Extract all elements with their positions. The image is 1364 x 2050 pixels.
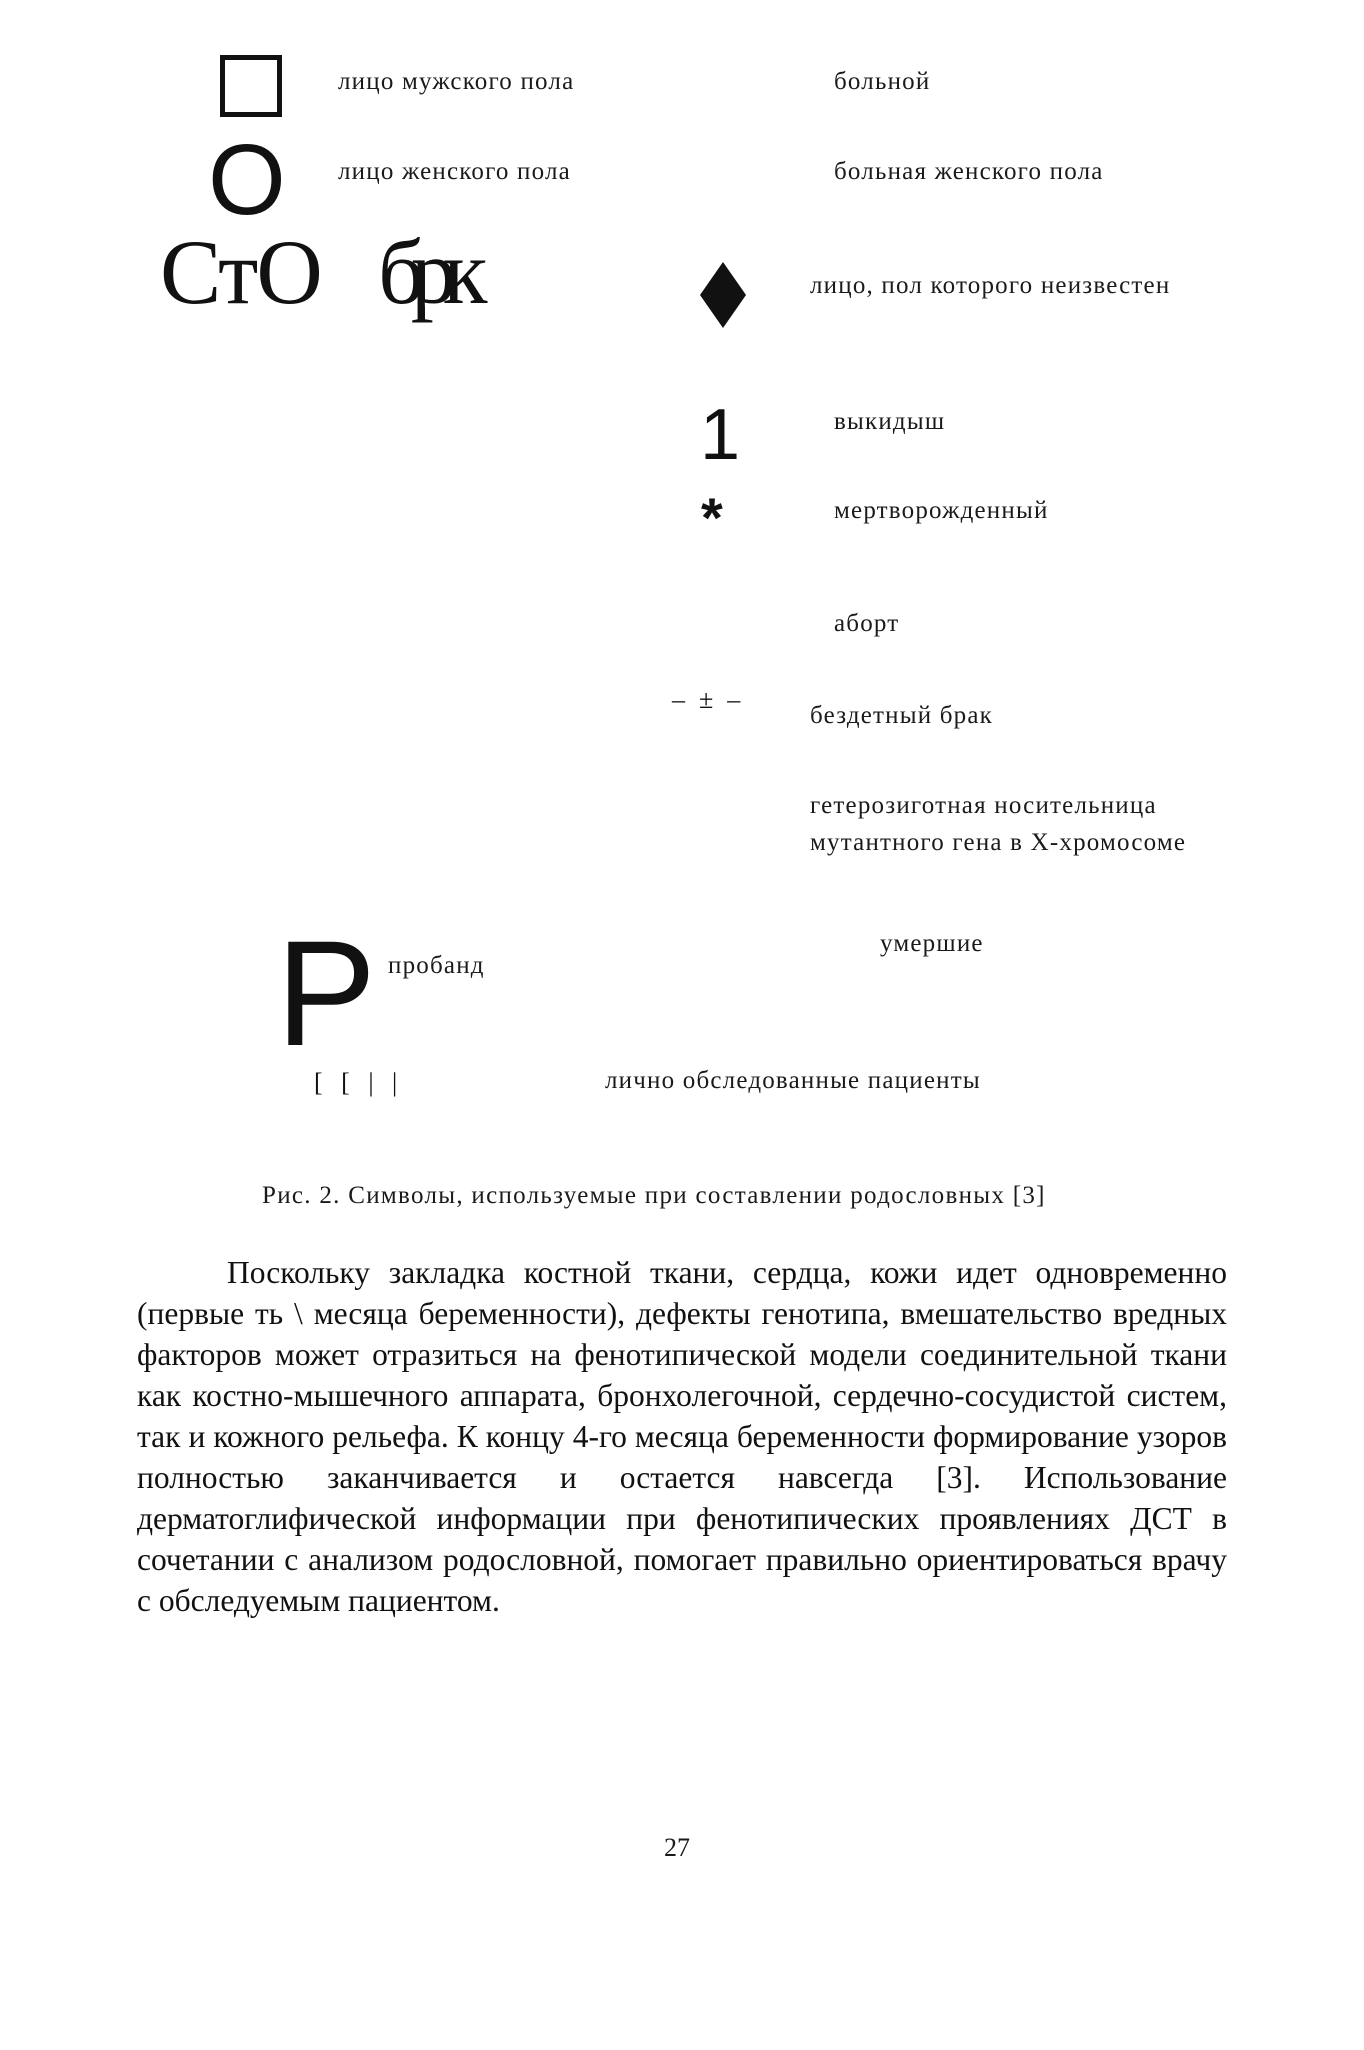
female-circle-icon: О (208, 124, 286, 236)
legend-male-label: лицо мужского пола (338, 68, 575, 95)
legend-stillborn-label: мертворожденный (834, 497, 1049, 524)
legend-abortion-label: аборт (834, 610, 900, 637)
legend-proband-label: пробанд (388, 952, 485, 979)
legend-unknown-sex-label: лицо, пол которого неизвестен (810, 272, 1171, 299)
legend-sick-female-label: больная женского пола (834, 158, 1104, 185)
miscarriage-symbol: 1 (700, 395, 741, 475)
body-paragraph (137, 1252, 1227, 1621)
legend-carrier-label-line2: мутантного гена в Х-хромосоме (810, 829, 1187, 856)
male-square-icon (220, 55, 282, 117)
diamond-icon (700, 262, 746, 328)
legend-examined-label: лично обследованные пациенты (605, 1067, 981, 1094)
figure-caption: Рис. 2. Символы, используемые при составлении родословных [3] (262, 1182, 1046, 1209)
examined-symbol: [ [ | | (314, 1068, 404, 1097)
legend-childless-label: бездетный брак (810, 702, 994, 729)
page-number: 27 (664, 1833, 690, 1862)
legend-miscarriage-label: выкидыш (834, 408, 946, 435)
legend-carrier-label-line1: гетерозиготная носительница (810, 792, 1157, 819)
body-paragraph-text: Поскольку закладка костной ткани, сердца, кожи идет одновременно (первые ть \ месяца беременности), дефекты генотипа, вмешательство вредных факторов может отразиться на фенотипической модели соединительной ткани как костно-мышечного аппарата, бронхолегочной, сердечно-сосудистой систем, так и кожного рельефа. К концу 4-го месяца беременности формирование узоров полностью заканчивается и остается навсегда [3]. Использование дерматоглифической информации при фенотипических проявлениях ДСТ в сочетании с анализом родословной, помогает правильно ориентироваться врачу с обследуемым пациентом. (137, 1255, 1227, 1618)
garbled-symbol-text: СтО (160, 221, 321, 323)
garbled-symbol-text-2: брк (378, 221, 474, 323)
legend-female-label: лицо женского пола (338, 158, 571, 185)
childless-marriage-symbol: –±– (672, 685, 755, 714)
legend-sick-label: больной (834, 68, 931, 95)
legend-deceased-label: умершие (880, 930, 984, 957)
asterisk-icon: * (701, 486, 723, 549)
proband-symbol: P (276, 909, 377, 1077)
